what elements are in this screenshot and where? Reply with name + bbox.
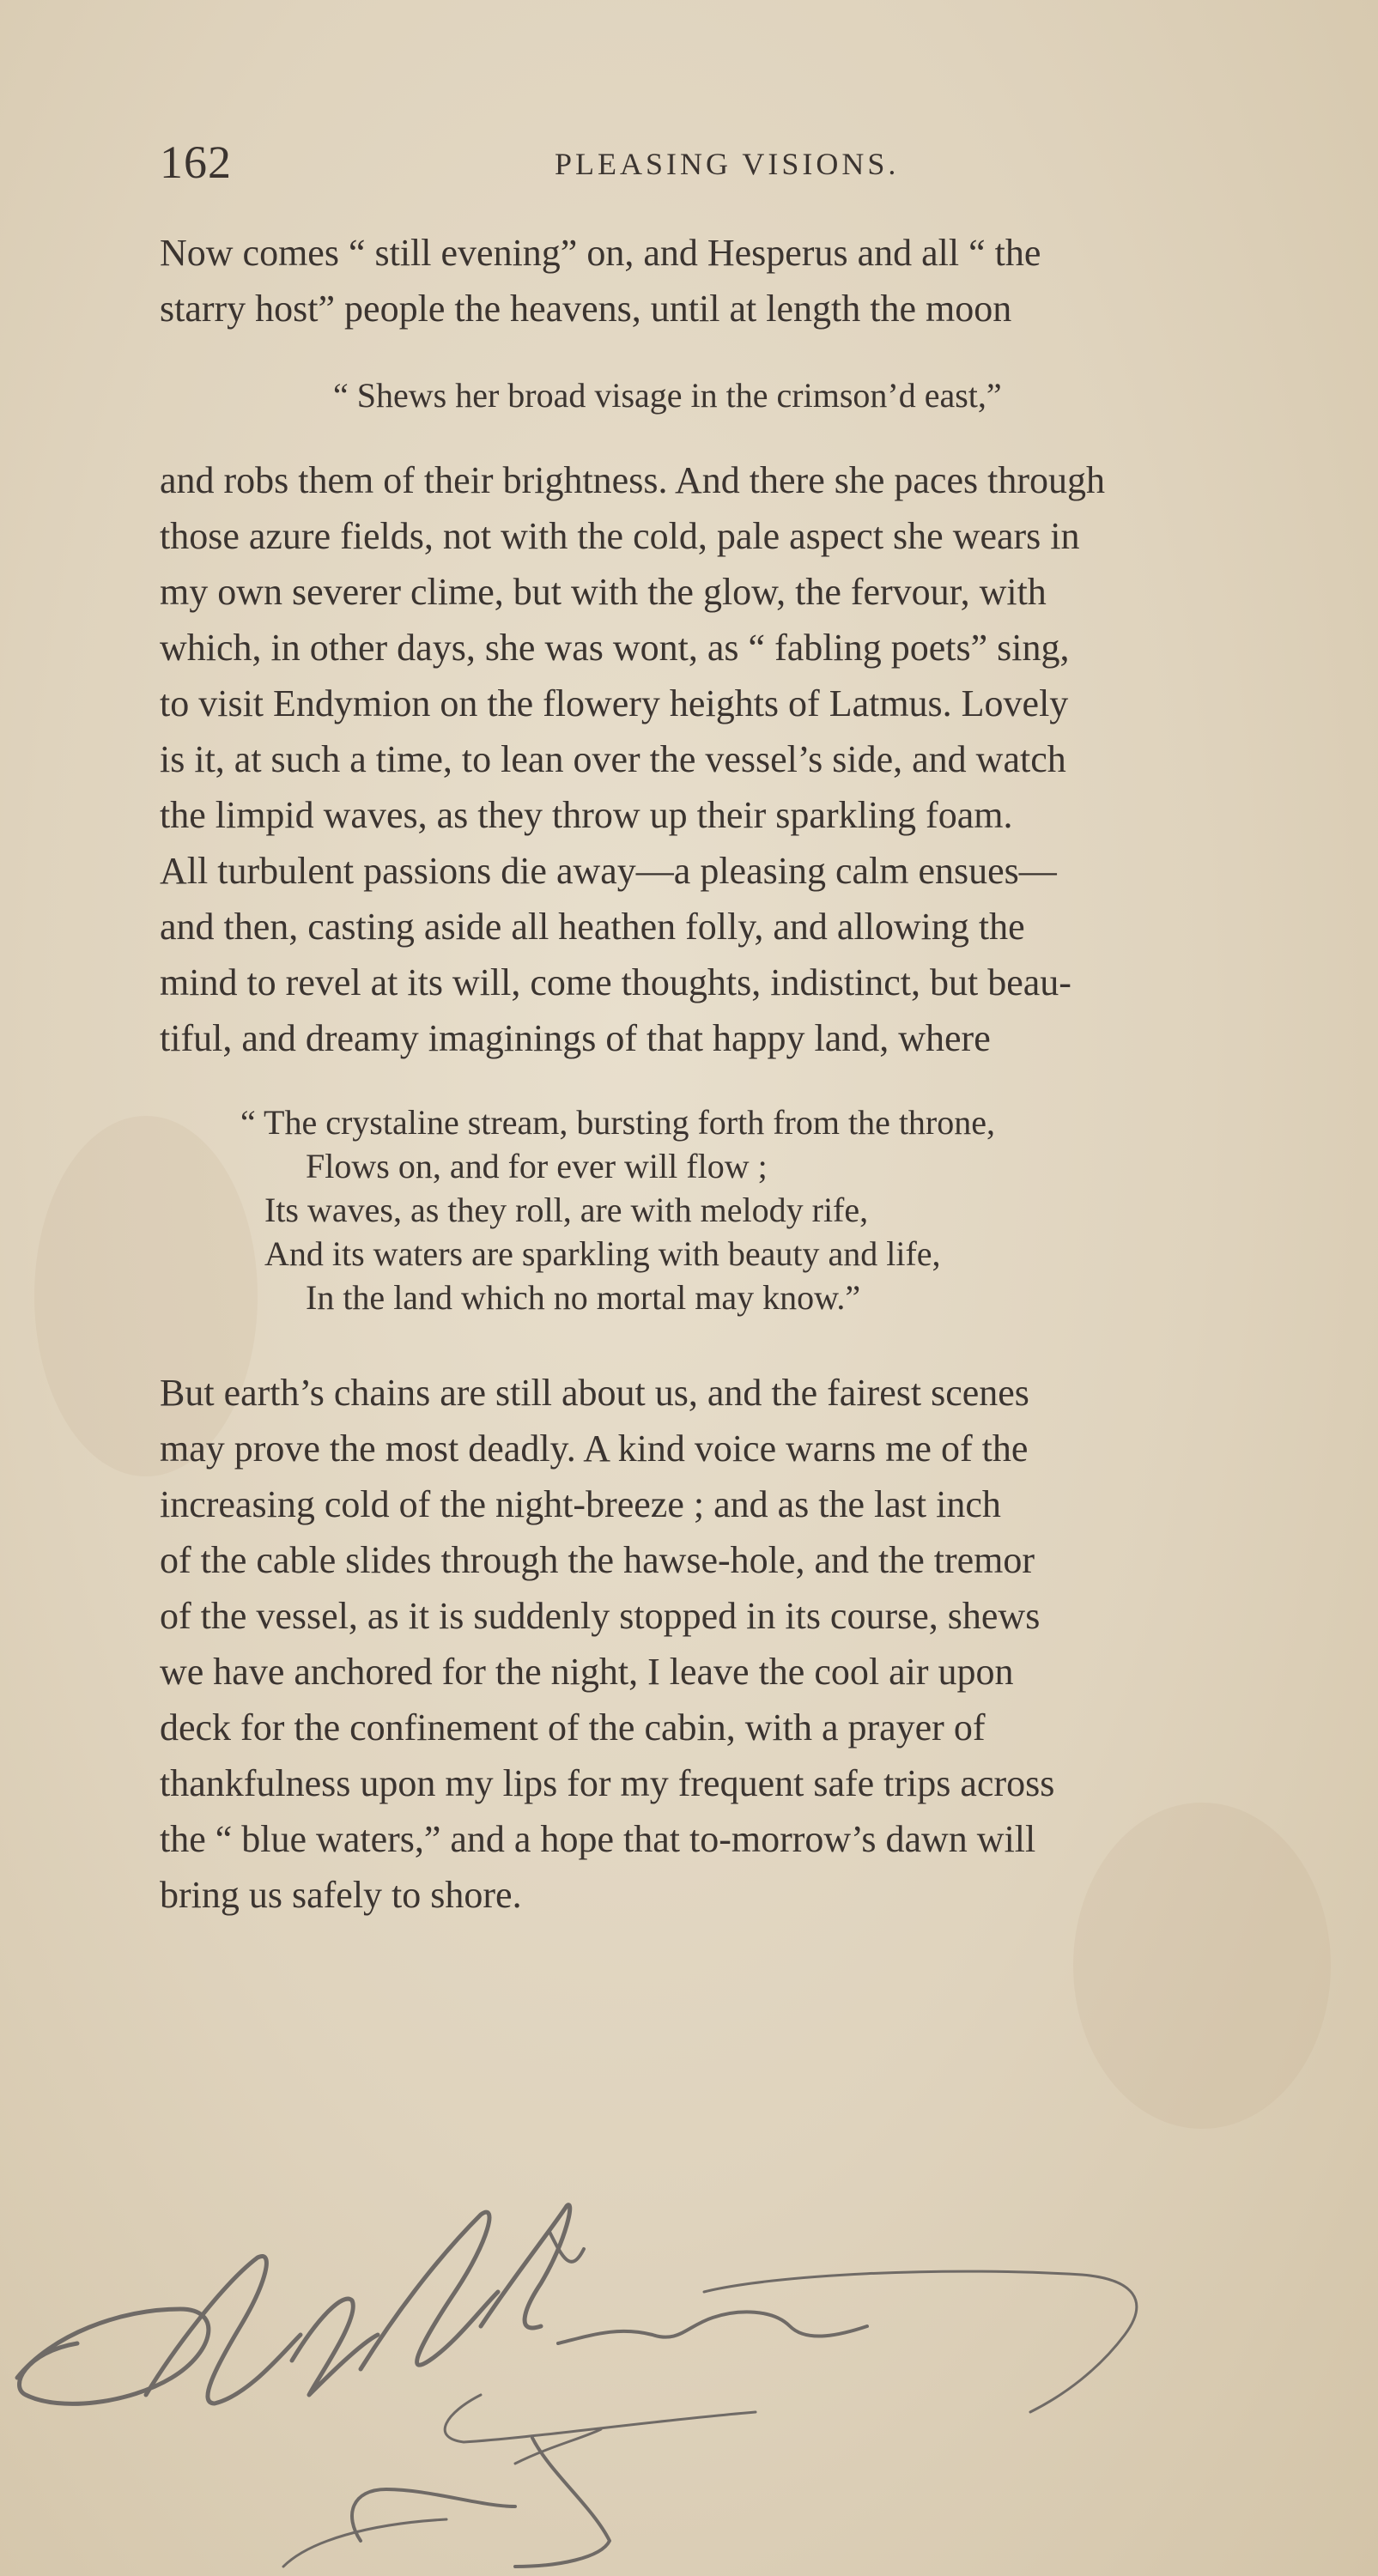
handwritten-signature-icon bbox=[0, 2180, 1202, 2576]
text-line: the “ blue waters,” and a hope that to-morrow’s dawn will bbox=[160, 1818, 1036, 1860]
text-line: Now comes “ still evening” on, and Hesperus and all “ the bbox=[160, 232, 1041, 274]
paragraph-3 bbox=[160, 1365, 1306, 1923]
paragraph-2 bbox=[160, 452, 1306, 1066]
text-line: starry host” people the heavens, until at length the moon bbox=[160, 288, 1012, 330]
text-line: But earth’s chains are still about us, and the fairest scenes bbox=[160, 1372, 1029, 1414]
text-line: and robs them of their brightness. And there she paces through bbox=[160, 459, 1105, 501]
poem-line: And its waters are sparkling with beauty and life, bbox=[264, 1234, 941, 1273]
text-line: deck for the confinement of the cabin, with a prayer of bbox=[160, 1706, 986, 1749]
text-line: those azure fields, not with the cold, pale aspect she wears in bbox=[160, 515, 1080, 557]
running-head: PLEASING VISIONS. bbox=[555, 147, 900, 181]
text-line: my own severer clime, but with the glow, the fervour, with bbox=[160, 571, 1047, 613]
poem-line: Flows on, and for ever will flow ; bbox=[306, 1147, 768, 1185]
text-line: increasing cold of the night-breeze ; and as the last inch bbox=[160, 1483, 1001, 1525]
text-line: we have anchored for the night, I leave the cool air upon bbox=[160, 1651, 1014, 1693]
poem-line: Its waves, as they roll, are with melody rife, bbox=[264, 1191, 869, 1229]
text-line: All turbulent passions die away—a pleasing calm ensues— bbox=[160, 850, 1057, 892]
text-line: and then, casting aside all heathen folly, and allowing the bbox=[160, 906, 1025, 948]
page-number: 162 bbox=[160, 136, 232, 188]
text-line: which, in other days, she was wont, as “ fabling poets” sing, bbox=[160, 627, 1070, 669]
text-line: tiful, and dreamy imaginings of that happy land, where bbox=[160, 1017, 991, 1059]
text-line: of the cable slides through the hawse-hole, and the tremor bbox=[160, 1539, 1035, 1581]
page-header bbox=[160, 136, 1293, 196]
text-line: bring us safely to shore. bbox=[160, 1874, 522, 1916]
text-line: mind to revel at its will, come thoughts, indistinct, but beau- bbox=[160, 961, 1071, 1003]
text-line: may prove the most deadly. A kind voice warns me of the bbox=[160, 1427, 1029, 1470]
text-line: the limpid waves, as they throw up their sparkling foam. bbox=[160, 794, 1013, 836]
inline-quotation: “ Shews her broad visage in the crimson’d east,” bbox=[333, 376, 1002, 415]
poem-line: In the land which no mortal may know.” bbox=[306, 1278, 861, 1317]
text-line: to visit Endymion on the flowery heights of Latmus. Lovely bbox=[160, 682, 1069, 724]
text-line: thankfulness upon my lips for my frequent safe trips across bbox=[160, 1762, 1055, 1804]
text-line: of the vessel, as it is suddenly stopped in its course, shews bbox=[160, 1595, 1041, 1637]
poem-line: “ The crystaline stream, bursting forth from the throne, bbox=[240, 1103, 996, 1142]
paragraph-1 bbox=[160, 225, 1306, 336]
text-line: is it, at such a time, to lean over the vessel’s side, and watch bbox=[160, 738, 1066, 780]
poem-quotation bbox=[240, 1100, 995, 1319]
